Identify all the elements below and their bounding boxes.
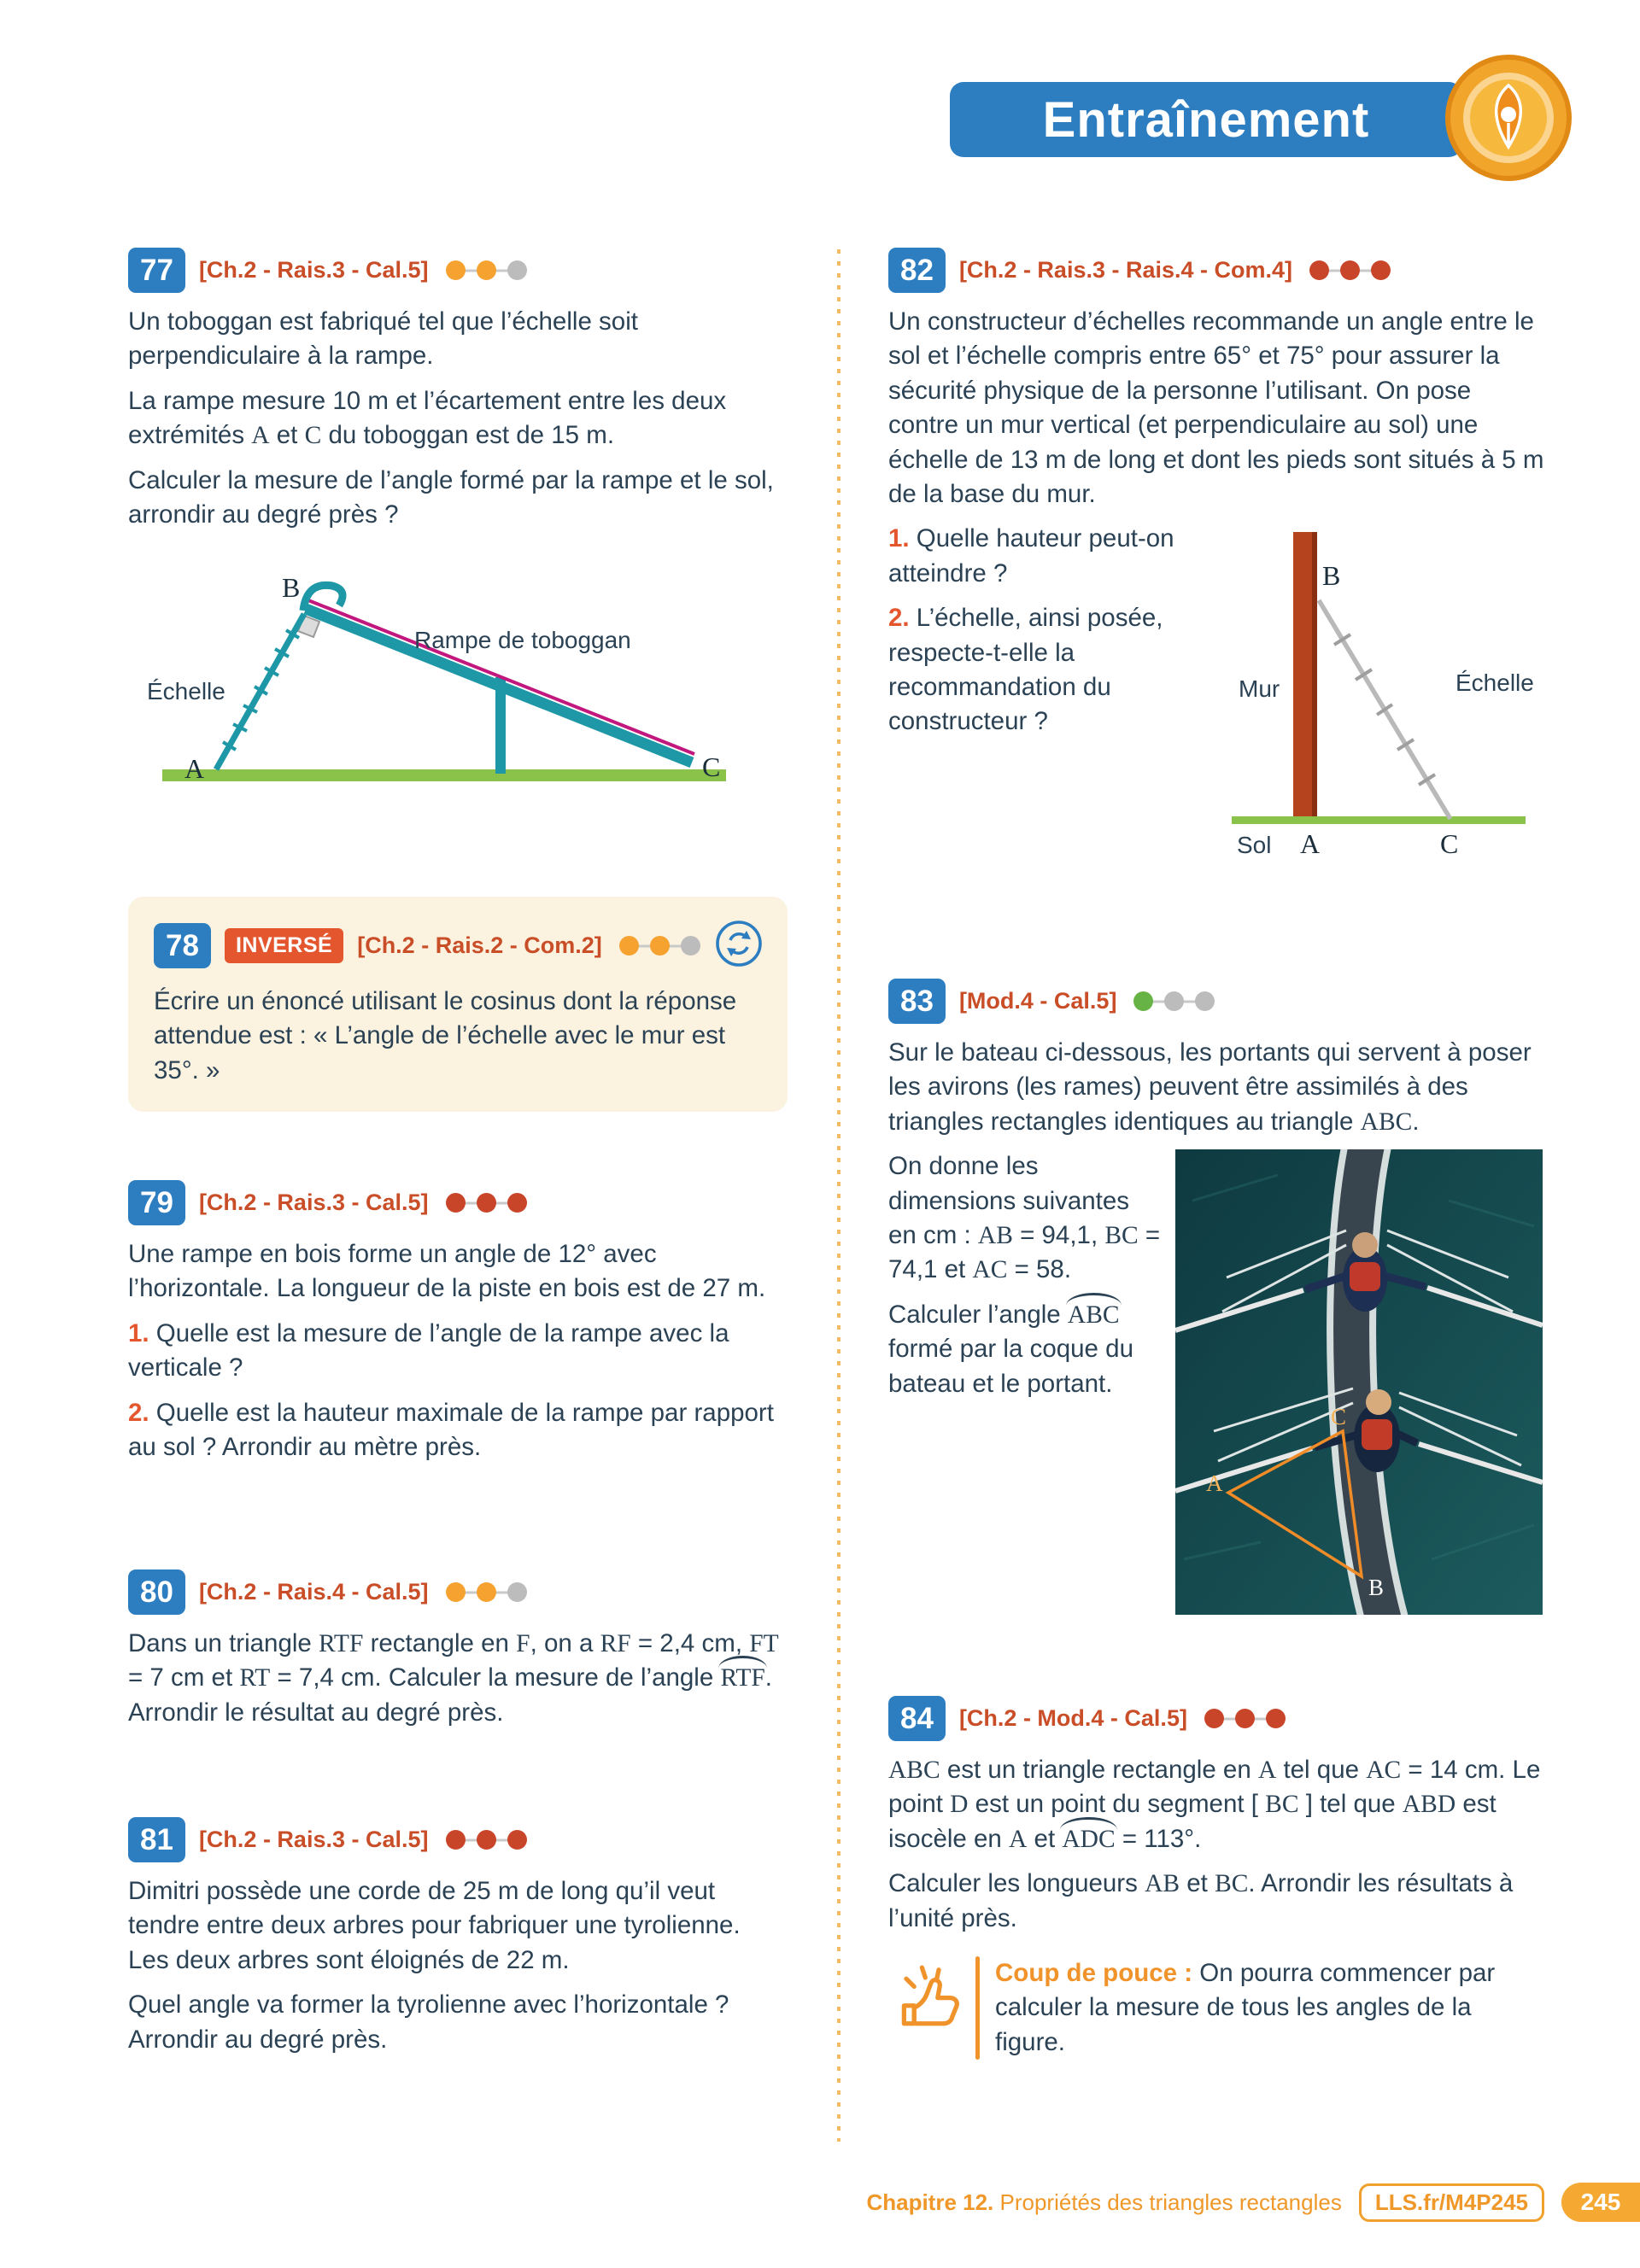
difficulty-dot <box>477 260 496 280</box>
page-title: Entraînement <box>1042 91 1370 148</box>
exercise-text: Calculer les longueurs AB et BC. Arrondir les résultats à l’unité près. <box>888 1869 1514 1932</box>
exercise-number-badge: 77 <box>128 248 185 293</box>
exercise-78 <box>128 897 788 1112</box>
coup-de-pouce-text: Coup de pouce : On pourra commencer par calculer la mesure de tous les angles de la figure. <box>995 1959 1496 2056</box>
difficulty-dot <box>446 260 466 280</box>
refresh-icon <box>714 919 764 973</box>
point-label-a: A <box>184 753 205 785</box>
thumbs-up-icon <box>888 1956 960 2032</box>
difficulty-dots <box>446 1830 527 1850</box>
difficulty-dot <box>446 1582 466 1602</box>
exercise-80 <box>128 1569 788 1740</box>
question-item: 2. L’échelle, ainsi posée, respecte-t-elle la recommandation du constructeur ? <box>888 604 1163 736</box>
difficulty-dots <box>1204 1709 1286 1729</box>
exercise-number-badge: 83 <box>888 979 946 1024</box>
rowing-boat-photo <box>1175 1149 1543 1615</box>
exercise-number-badge: 84 <box>888 1696 946 1741</box>
exercise-text: Quel angle va former la tyrolienne avec l’horizontale ? Arrondir au degré près. <box>128 1990 729 2054</box>
difficulty-dots <box>446 1193 527 1213</box>
point-label-a: A <box>1300 828 1321 860</box>
inverse-badge: INVERSÉ <box>225 928 343 963</box>
exercise-81 <box>128 1817 788 2067</box>
exercise-text: Dimitri possède une corde de 25 m de long qu’il veut tendre entre deux arbres pour fabriquer une tyrolienne. Les deux arbres sont éloignés de 22 m. <box>128 1877 741 1974</box>
coup-de-pouce-bar <box>975 1956 980 2060</box>
column-divider <box>837 249 840 2142</box>
exercise-number-badge: 82 <box>888 248 946 293</box>
difficulty-dot <box>507 1830 527 1850</box>
header-banner <box>950 82 1462 157</box>
exercise-number-badge: 81 <box>128 1817 185 1862</box>
difficulty-dot <box>1133 991 1153 1011</box>
wall-label: Mur <box>1239 675 1280 703</box>
exercise-text: Calculer l’angle ABC formé par la coque du bateau et le portant. <box>888 1298 1163 1401</box>
exercise-text: On donne les dimensions suivantes en cm : AB = 94,1, BC = 74,1 et AC = 58. <box>888 1152 1161 1284</box>
skill-tags: [Ch.2 - Rais.3 - Cal.5] <box>198 1827 429 1852</box>
difficulty-dot <box>477 1830 496 1850</box>
exercise-77 <box>128 248 788 810</box>
exercise-text: Calculer la mesure de l’angle formé par la rampe et le sol, arrondir au degré près ? <box>128 465 774 529</box>
difficulty-dot <box>1309 260 1329 280</box>
inverse-exercise-box <box>128 897 788 1112</box>
difficulty-dot <box>1195 991 1215 1011</box>
skill-tags: [Ch.2 - Rais.3 - Rais.4 - Com.4] <box>958 257 1293 283</box>
ladder-label: Échelle <box>147 678 226 705</box>
exercise-text: Écrire un énoncé utilisant le cosinus dont la réponse attendue est : « L’angle de l’échelle avec le mur est 35°. » <box>154 987 737 1084</box>
skill-tags: [Ch.2 - Rais.2 - Com.2] <box>357 932 602 958</box>
ramp-label: Rampe de toboggan <box>414 627 631 654</box>
exercise-number-badge: 79 <box>128 1180 185 1225</box>
point-label-a: A <box>1206 1470 1223 1497</box>
difficulty-dot <box>507 260 527 280</box>
difficulty-dots <box>619 936 700 956</box>
exercise-number-badge: 78 <box>154 923 211 968</box>
difficulty-dot <box>477 1582 496 1602</box>
exercise-text: Dans un triangle RTF rectangle en F, on a RF = 2,4 cm, FT = 7 cm et RT = 7,4 cm. Calculer la mesure de l’angle RTF. Arrondir le résultat au degré près. <box>128 1629 779 1727</box>
skill-tags: [Ch.2 - Rais.3 - Cal.5] <box>198 257 429 283</box>
coup-de-pouce <box>888 1956 1548 2060</box>
exercise-text: Une rampe en bois forme un angle de 12° avec l’horizontale. La longueur de la piste en bois est de 27 m. <box>128 1240 766 1303</box>
skill-tags: [Ch.2 - Rais.4 - Cal.5] <box>198 1579 429 1605</box>
difficulty-dot <box>1340 260 1360 280</box>
point-label-b: B <box>282 572 301 604</box>
difficulty-dot <box>1164 991 1184 1011</box>
wall-edge <box>1312 532 1317 819</box>
exercise-text: Sur le bateau ci-dessous, les portants qui servent à poser les avirons (les rames) peuvent être assimilés à des triangles rectangles identiques au triangle ABC. <box>888 1038 1532 1136</box>
exercise-text: Un constructeur d’échelles recommande un angle entre le sol et l’échelle compris entre 65° et 75° pour assurer la sécurité physique de la personne l’utilisant. On pose contre un mur vertical (et perpendiculaire au sol) une échelle de 13 m de long et dont les pieds sont situés à 5 m de la base du mur. <box>888 307 1544 509</box>
exercise-number-badge: 80 <box>128 1569 185 1615</box>
difficulty-dots <box>1309 260 1391 281</box>
exercise-82 <box>888 248 1548 859</box>
skill-tags: [Ch.2 - Mod.4 - Cal.5] <box>958 1705 1187 1731</box>
ground-label: Sol <box>1237 832 1272 859</box>
skill-tags: [Ch.2 - Rais.3 - Cal.5] <box>198 1190 429 1215</box>
difficulty-dot <box>681 936 700 956</box>
difficulty-dot <box>1266 1709 1286 1728</box>
ladder-diagram <box>1227 522 1534 859</box>
difficulty-dots <box>446 1582 527 1603</box>
difficulty-dot <box>446 1193 466 1213</box>
question-item: 2. Quelle est la hauteur maximale de la rampe par rapport au sol ? Arrondir au mètre près. <box>128 1398 774 1462</box>
exercise-83 <box>888 979 1548 1615</box>
ladder-rungs <box>1334 634 1435 785</box>
exercise-text: Un toboggan est fabriqué tel que l’échelle soit perpendiculaire à la rampe. <box>128 307 638 371</box>
point-label-c: C <box>702 751 721 783</box>
page-number-badge: 245 <box>1561 2183 1640 2222</box>
chapter-title: Chapitre 12. Propriétés des triangles rectangles <box>866 2189 1342 2215</box>
page-footer <box>0 2183 1640 2222</box>
point-label-c: C <box>1331 1404 1347 1430</box>
exercise-84 <box>888 1696 1548 2060</box>
point-label-c: C <box>1440 828 1459 860</box>
difficulty-dot <box>1235 1709 1255 1728</box>
difficulty-dot <box>507 1582 527 1602</box>
difficulty-dot <box>619 936 639 956</box>
point-label-b: B <box>1368 1575 1385 1601</box>
ground <box>1232 816 1526 824</box>
ground <box>162 769 726 781</box>
difficulty-dot <box>1204 1709 1224 1728</box>
difficulty-dots <box>446 260 527 281</box>
difficulty-dot <box>507 1193 527 1213</box>
ladder-label: Échelle <box>1456 669 1534 697</box>
question-item: 1. Quelle hauteur peut-on atteindre ? <box>888 524 1174 587</box>
point-label-b: B <box>1322 560 1341 592</box>
difficulty-dots <box>1133 991 1215 1012</box>
lls-link-badge[interactable]: LLS.fr/M4P245 <box>1359 2183 1544 2222</box>
question-item: 1. Quelle est la mesure de l’angle de la rampe avec la verticale ? <box>128 1318 729 1382</box>
toboggan-diagram <box>128 549 782 805</box>
exercise-79 <box>128 1180 788 1475</box>
exercise-text: ABC est un triangle rectangle en A tel que AC = 14 cm. Le point D est un point du segment [ BC ] tel que ABD est isocèle en A et ADC = 113°. <box>888 1753 1548 1856</box>
medal-icon <box>1444 53 1573 187</box>
difficulty-dot <box>1371 260 1391 280</box>
difficulty-dot <box>446 1830 466 1850</box>
skill-tags: [Mod.4 - Cal.5] <box>958 988 1117 1014</box>
difficulty-dot <box>650 936 670 956</box>
exercise-text: La rampe mesure 10 m et l’écartement entre les deux extrémités A et C du toboggan est de 15 m. <box>128 386 727 450</box>
difficulty-dot <box>477 1193 496 1213</box>
